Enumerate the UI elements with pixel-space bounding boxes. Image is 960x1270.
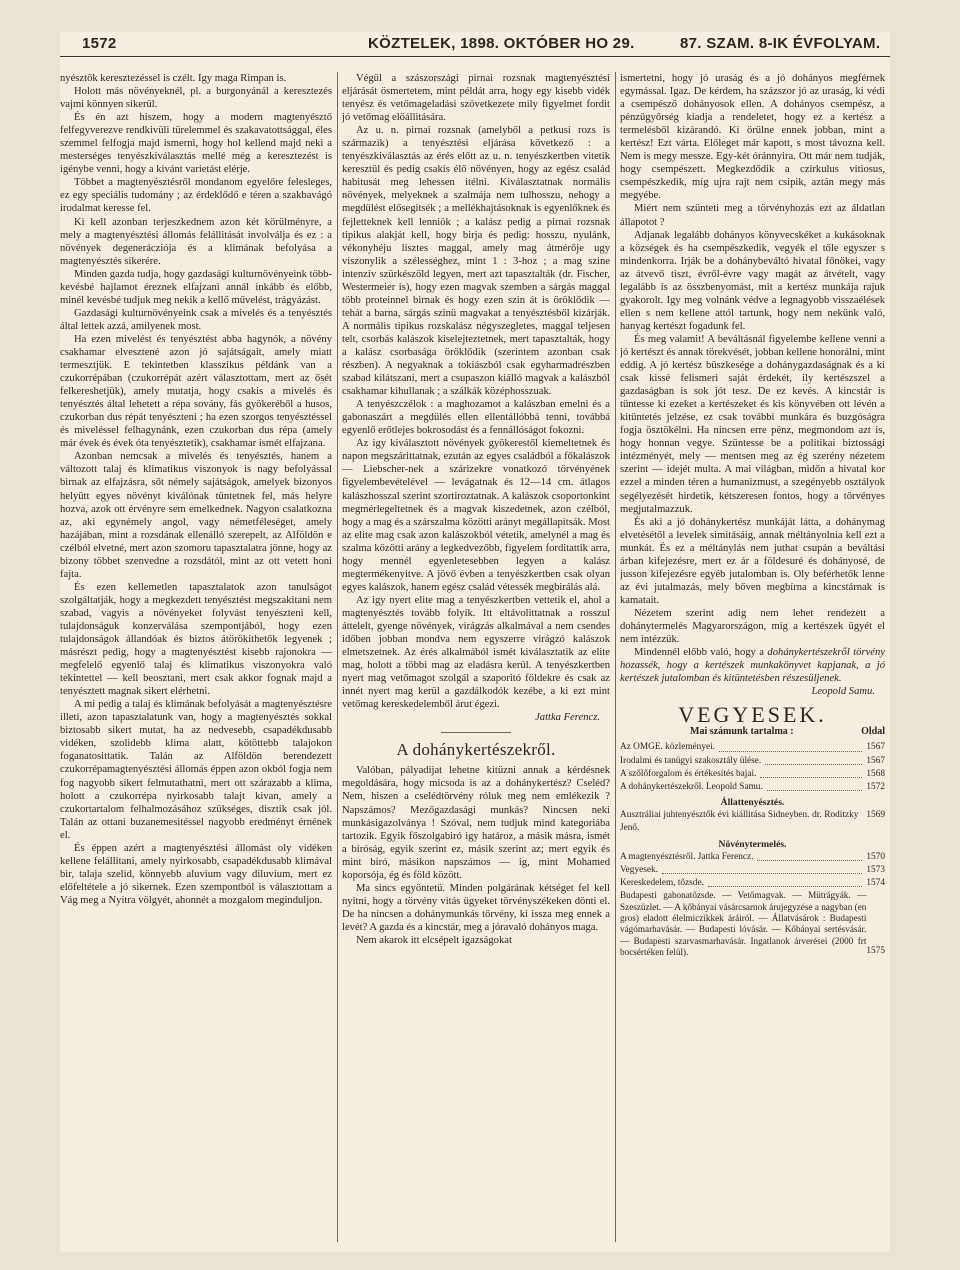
toc-row (620, 755, 885, 768)
paragraph: Miért nem szünteti meg a törvényhozás ezt az áldatlan állapotot ? (620, 203, 885, 228)
toc-title: Mai számunk tartalma : (690, 726, 794, 738)
paragraph: Azonban nemcsak a mivelés és tenyésztés, hanem a változott talaj és klimatikus viszonyok is nagy befolyással birnak az elfajzásra, sőt némely sajátságok, amelyek bizonyos helyütt egyes növényt kiválónak tüntetnek fel, más helyre hozva, azok ott érvényre sem emelkednek. Nagyon csalatkozna az, aki egynémely angol, vagy németféleséget, amely hazájában, mint a rozsdának ellenálló szerepelt, az Alföldön e czélból elvetné, mert azon szomoru tapasztalatra jönne, hogy az bizony többet szenvedne a rozsdától, mint az ott vetett honi fajta. (60, 451, 332, 580)
toc-page: 1569 (866, 810, 885, 821)
toc-leader-dots (708, 877, 863, 887)
toc-label: Az OMGE. közleményei. (620, 742, 716, 753)
toc-label: Ausztráliai juhtenyésztők évi kiállitása Sidneyben. dr. Roditzky Jenő. (620, 810, 859, 834)
paragraph: És éppen azért a magtenyésztési állomást oly vidéken kellene felállitani, amely nyirkosabb, csapadékdusabb klimával bir, talaja szelid, könnyebb aluvium vagy diluvium, mert ez előfeltétele a jó sikernek. Ezen szempontból is választottam a Vág meg a Nyitra völgyét, ahonnét a mozgalom meginduljon. (60, 842, 332, 906)
paragraph: És aki a jó dohánykertész munkáját látta, a dohánymag elvetésétől a levelek simitásáig, annak méltányolnia kell ezt a munkát. És ez a méltánylás nem juthat csupán a beváltási árban kifejezésre, mert ez ár a földesuré és dohányosé, de jusson kifejezésre egyéb jutalomban is. Oly beférhetők lenne az évi jutalmazás, mely bőven megbírna a kincstárnak is kamatait. (620, 516, 885, 606)
section-divider (441, 732, 511, 733)
paragraph-emphasis: dohánykertészekről törvény hozassék, hogy a kertészek munkakönyvet kapjanak, a jó kertészek jutalomban és kitüntetésben részesüljenek. (620, 647, 885, 685)
toc-page: 1568 (866, 768, 885, 779)
paragraph: És ezen kellemetlen tapasztalatok azon tanulságot szolgáltatják, hogy a megkezdett tenyésztést megszakitani nem szabad, vagyis a növényeket folyvást tenyészteni kell, tulajdonságuk konzerválása szempontjából, hogy ezen tulajdonságok állandóak és biztos átörökithetők legyenek ; másrészt pedig, hogy a magtenyésztést kisebb rajonokra — megfelelő egyenlő talaj és klimatikus viszonyokra való tekintettel — kell beosztani, mert csak akkor fognak majd a tenyésztett magnak sikert elérhetni. (60, 581, 332, 698)
paragraph: És meg valamit! A beváltásnál figyelembe kellene venni a jó kertészt és annak törekvését, jobban kellene honorálni, mint eddig. A jó kertész büszkesége a dohánygazdaságnak és a ki csak kissé felismeri saját érdekét, ily kertészszel a gazdaságban is sok jót tesz. De ez kevés. A kincstár is tüntesse ki ezeket a kertészeket és kis könyvében ott lévén a kitüntetés jelzése, ez csak további munkára és buzgóságra fogja ösztökélni. Ha nincsen erre pénz, megmondom azt is, hogy honnan vegye. Szüntesse be a politikai biztossági intézményét, mely — mentsen meg az ég szerény nézetem szerint — idejét multa. A mai világban, midőn a hivatal kor ezzel a minden téren a humanizmust, a szegényebb osztályok segélyezését hirdetik, kétszeresen fontos, hogy a törvényes megjutalmazzuk. (620, 333, 885, 515)
paragraph: Nem akarok itt elcsépelt igazságokat (356, 935, 512, 946)
toc-page: 1570 (866, 851, 885, 862)
paragraph: Az igy kiválasztott növények gyökerestől kiemeltetnek és napon megszárittatnak, ezután az egyes családból a főkalászok — Liebscher-nek a szárizekre vonatkozó törvényének figyelembevételével — levágatnak és 12—14 cm. átlagos kalászhosszal szerint szortiroztatnak. A kalászok csoportonkint megmérlegeltetnek és a magvak kiszedetnek, azon czélból, hogy a mag és a szárszalma közötti arányt megállapitsák. Most az elite mag csak azon kalászokból vétetik, amelynél a mag és szalma közötti arány a legkedvezőbb, figyelem forditattik arra, hogy mennél egyenletesebben legyen a kalász megtermékenyitve. A jövő évben a tenyészkertben csak olyan egyes kalászok, hanem egész család vétessék megbirálás alá. (342, 438, 610, 593)
toc-list (620, 809, 885, 835)
column-2 (342, 72, 610, 1252)
toc-row (620, 864, 885, 877)
article-title: A dohánykertészekről. (396, 740, 556, 760)
toc-leader-dots (767, 781, 863, 791)
toc-label: Irodalmi és tanügyi szakosztály ülése. (620, 755, 762, 766)
paragraph: Ki kell azonban terjeszkednem azon két körülményre, a mely a magtenyésztési állomás felállitását involválja és ez : a növények degenerácziója és a klimának befolyása a magtenyésztés sikerére. (60, 216, 332, 267)
page-header (60, 32, 890, 57)
paragraph: Ha ezen mivelést és tenyésztést abba hagynók, a növény csakhamar elvesztené azon jó sajátságait, amely miatt termesztjük. E tekintetben klasszikus példánk van a czukorrépában (czukorrépát azért választottam, mert az ősét felkereshetjük), amely mutatja, hogy csakis a mivelés és tenyésztés által lehetett a répa sovány, fás gyökeréből a husos, czukorban dus répát tenyészteni ; ha ezen szorgos tenyésztéssel és miveléssel felhagynánk, ezen czukorban dus répa (amely már évek és évek óta tenyésztetik), csakhamar ismét elfajzana. (60, 333, 332, 450)
paragraph (620, 646, 885, 685)
paragraph: Holott más növényeknél, pl. a burgonyánál a keresztezés vajmi könnyen sikerül. (60, 86, 332, 111)
volume-info: 87. SZAM. 8-IK ÉVFOLYAM. (680, 35, 881, 52)
toc-page: 1567 (866, 742, 885, 753)
toc-row (620, 741, 885, 754)
toc-label: A dohánykertészekről. Leopold Samu. (620, 781, 763, 792)
toc-page-label: Oldal (861, 726, 885, 738)
toc-leader-dots (760, 768, 862, 778)
toc-leader-dots (719, 741, 862, 751)
newspaper-page (60, 32, 890, 1252)
paragraph: ismertetni, hogy jó uraság és a jó dohányos megférnek egymással. Igaz. De kérdem, ha százszor jó az uraság, ki védi a csempésző dohányosok ellen. A dohányos csempész, a pénzügyőrség kiadja a rendeletet, hogy ez a kertész a termelésből kizárandó. Ki örülne ennek jobban, mint a kertész! Ezt várta. Előleget már kapott, s most távozna kell. Nem is megy messze. Egy-két óránnyira. Ott már nem tudják, hogy csempészett. Megkezdődik a czirkulus vitiosus, csempészkedik, míg ujra rajt nem csipik, aztán megy más megyébe. (620, 73, 885, 202)
author-signature: Leopold Samu. (811, 686, 875, 698)
paragraph: A tenyészczélok : a maghozamot a kalászban emelni és a gabonaszárt a megdülés ellen ellentállóbbá tenni, továbbá egyenlő erőtlejes bokrosodást és a fennállóságot fokozni. (342, 399, 610, 437)
toc-label: A szőlőforgalom és értékesítés bajai. (620, 768, 757, 779)
toc-label: Kereskedelem, tőzsde. (620, 877, 704, 888)
toc-row (620, 781, 885, 794)
paragraph-text: Mindennél előbb való, hogy a (634, 647, 768, 659)
column-divider (615, 72, 616, 1242)
section-heading: VEGYESEK. (678, 702, 827, 728)
author-signature: Jattka Ferencz. (535, 712, 600, 724)
toc-leader-dots (757, 851, 862, 861)
toc-leader-dots (765, 755, 862, 765)
column-divider (337, 72, 338, 1242)
toc-page: 1567 (866, 755, 885, 766)
toc-row (620, 768, 885, 781)
paragraph: Végül a szászországi pirnai rozsnak magtenyésztési eljárását ösmertetem, mint példát arra, hogy egy kisebb vidék tenyész és vetőmageladási szövetkezete mily figyelmet fordit jó vetőmag előállitására. (342, 73, 610, 124)
toc-row (620, 877, 885, 890)
paragraph: Minden gazda tudja, hogy gazdasági kulturnövényeink több-kevésbé hajlamot éreznek elfajzani annál inkább és előbb, minél kevésbé tudjuk meg nekik a kellő művelést, trágyázást. (60, 268, 332, 306)
paragraph: És én azt hiszem, hogy a modern magtenyésztő felfegyverezve rendkivüli türelemmel és szakavatottsággal, éles szemmel felfogja majd ismerni, hogy hol kellend majd neki a mesterséges tenyészkiválasztás mellé még a keresztezést is igénybe venni, hogy a kivánt varietást elérje. (60, 112, 332, 176)
paragraph: nyésztők keresztezéssel is czélt. Igy maga Rimpan is. (60, 73, 287, 84)
toc-page: 1575 (866, 946, 885, 957)
toc-row (620, 851, 885, 864)
paragraph: A mi pedig a talaj és klimának befolyását a magtenyésztésre illeti, azon tapasztalatunk van, hogy a magtenyésztés sokkal biztosabb sikert mutat, ha az nedvesebb, csapadékdusabb vidéken, szolidebb klima alatt, kötöttebb talajokon foganatosittatik. Talán az Alföldön berendezett czukorrépamagtenyésztési állomás éppen azon okból fogja nem fog nagyobb sikert felmutathatni, mert ott szárazabb a klima, holott a czukorrépa nyirkosabb talajt kivan, amely a czukortartalom felhalmozásához szükséges, disztik csak jól. Talán az ottani buzanemesitéssel nagyobb eredményt érnének el. (60, 699, 332, 841)
masthead: KÖZTELEK, 1898. OKTÓBER HO 29. (368, 35, 635, 52)
page-number: 1572 (82, 35, 117, 52)
toc-label: Vegyesek. (620, 864, 658, 875)
toc-section: Növénytermelés. (718, 838, 787, 850)
toc-list (620, 851, 885, 891)
toc-page: 1574 (866, 877, 885, 888)
toc-market-text: Budapesti gabonatőzsde. — Vetőmagvak. — Mütrágyák. — Szeszüzlet. — A kőbányai vásárcsarnok árujegyzése a nagyban (en gros) eladott élelmiczikkek áráiról. — Állatvásárok : Budapesti vágómarhavásár. — Budapesti lóvásár. — Kőbányai sertésvásár. — Budapesti szarvasmarhavásár. Ingatlanok árverései (2000 frt bocsértéken felül). (620, 890, 867, 958)
paragraph: Ma sincs egyöntetü. Minden polgárának kétséget fel kell nyitni, hogy a törvény vitás ügyeket törvényszékeken dönti el. De ha nincsen a dohánymunkás törvény, ki issza meg ennek a levét? A gazda és a kincstár, meg a jóravaló dohányos maga. (342, 882, 610, 933)
paragraph: Adjanak legalább dohányos könyvecskéket a kukásoknak a községek és ha csempészkedik, vegyék el tőle egyszer s mindenkorra. Irják be a dohánybeváltó hivatal főnökei, vagy az átvevő tiszt, évről-évre vagy magát az átvételt, vagy legalább is az összbenyomást, mit a kertész munkája rajuk gyakorolt. Igy meg volnánk védve a legnagyobb visszaélések ellen s nem kellene attól tartunk, hogy nem nekünk való, hanyag kertészt fogadunk fel. (620, 229, 885, 332)
paragraph: Valóban, pályadijat lehetne kitüzni annak a kérdésnek megoldására, hogy micsoda is az a dohánykertész? Cseléd? Nem, hiszen a cselédtörvény róluk meg nem emlékezik ? Napszámos? Mezőgazdasági munkás? Nincsen neki munkásigazolványa ! Szóval, nem tudjuk mind kategoriába tartozik. Egyik főszolgabiró igy határoz, a másik másra, ismét a bíróság, egyik szerint ez, másik szerint az; mert egyik és mint bíró, másikon napszámos — ig, mint Mohamed koporsója, ég és föld között. (342, 765, 610, 881)
paragraph: Többet a magtenyésztésről mondanom egyelőre felesleges, ez egy speciális tudomány ; az érdeklődő e téren a szakbavágó irodalmat keresse fel. (60, 177, 332, 215)
toc-page: 1572 (866, 781, 885, 792)
paragraph: Nézetem szerint adig nem lehet rendezett a dohánytermelés Magyarországon, mig a kertészek ügyét el nem intézzük. (620, 607, 885, 646)
column-3 (620, 72, 885, 1252)
toc-header (620, 725, 885, 738)
paragraph: Gazdasági kulturnövényeink csak a mivelés és a tenyésztés által lettek azzá, amilyenek most. (60, 307, 332, 332)
toc-list (620, 741, 885, 794)
toc-label: A magtenyésztésről. Jattka Ferencz. (620, 851, 754, 862)
toc-section: Állattenyésztés. (720, 797, 785, 809)
paragraph: Az u. n. pirnai rozsnak (amelyből a petkusi rozs is származik) a tenyésztési eljárása következő : a tenyészkiválasztás az érés előtt az u. n. tenyészkertben vitetik keresztül és pedig csakis élő növényen, hogy az egész család habitusát meg lehessen itélni. Kiválasztatnak normális növények, melyeknek a szalmája nem tulhosszu, nehogy a megdülést elősegitsék ; a mellékhajtásoknak is egyenlőknek és fejletteknek kell lenniök ; a kalász pedig a pirnai rozsnak tipikus alakját kell, hogy birja és pedig: hosszu, nyulánk, vékonyhéju lisztes maggal, amely mag átmérője ugy viszonylik a szélességhez, mint 1 : 3-hoz ; a mag szine intenziv szürkészöld legyen, mert azt tapasztalták (dr. Fischer, Westermeier is), hogy ezen magvak szemben a sárgás maggal több proteinnel birnak és hogy ezen szin át is öröklődik — tehát a barna, sárgás szinü magvakat a tenyésztésből kizárják. A normális tipikus rozskalász négyszegletes, maggal teljesen telt, csorbás kalászok kiselejteztetnek, mert tapasztalták, hogy a kalász csorbasága öröklődik (szerintem azonban csak részben). A negyaknak a tokiászból csak egyharmadrészben szabad kilátszani, mert a csupaszon kiálló magvak a kalászból csakhamar kihullanak ; a szálkák középhosszuak. (342, 125, 610, 398)
toc-page: 1573 (866, 864, 885, 875)
column-1 (60, 72, 332, 1252)
toc-row (620, 890, 885, 958)
toc-leader-dots (662, 864, 862, 874)
toc-row (620, 809, 885, 835)
paragraph: Az igy nyert elite mag a tenyészkertben vettetik el, ahol a magtenyésztés tovább folyik. Itt eltávolittatnak a rosszul áttelelt, gyenge növények, virágzás alkalmával a nem csendes időben jobban mondva nem egyszerre virágzó kalászok elmetszetnek. Az érés alkalmából ismét kiválasztatik az elite mag, holott a többi mag az eladásra kerül. A tenyészkertben nyert mag vetőmagot szolgál a szaporitó földekre és csak az innét nyert mag kerül a gazdálkodók kezébe, a ki ezt mint vetőmag kereskedelemből árut égezi. (342, 594, 610, 711)
